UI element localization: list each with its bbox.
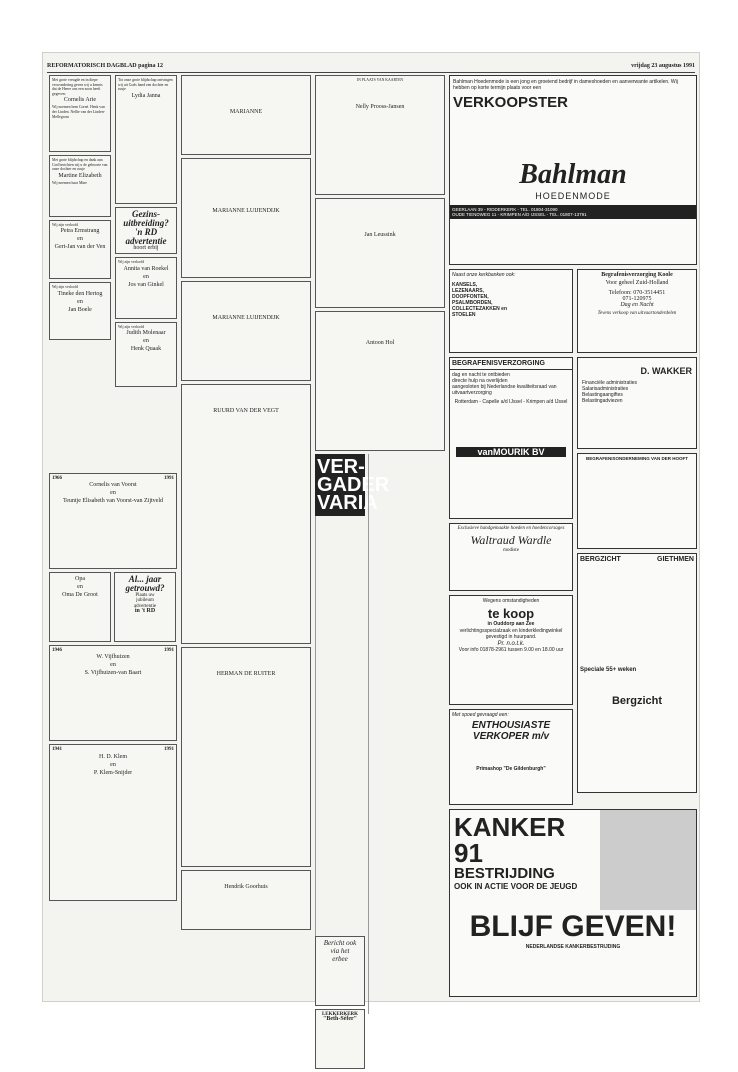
ad-line: Met spoed gevraagd een: bbox=[452, 712, 509, 718]
ad-big: ENTHOUSIASTE bbox=[471, 720, 551, 731]
notice-line: en bbox=[77, 584, 83, 591]
notice-name: Petra Ermstrang bbox=[60, 228, 100, 235]
ad-phone: Voor info 01878-2961 tussen 9.00 en 18.00 uur bbox=[458, 647, 564, 653]
ad-item: Financiële administraties bbox=[582, 380, 638, 386]
ad-line: Pr. n.o.t.k. bbox=[497, 641, 525, 647]
birth-notice bbox=[181, 75, 311, 155]
begraf-ad bbox=[449, 357, 573, 519]
lekkerkerk-ad bbox=[315, 1009, 365, 1069]
ad-line: Plaats uw bbox=[135, 593, 155, 599]
year-right: 1991 bbox=[164, 648, 174, 654]
enthousiaste-ad bbox=[449, 709, 573, 805]
heading-line: GADER bbox=[317, 474, 390, 496]
newspaper-page bbox=[42, 52, 700, 1023]
ad-items: KANSELS, LEZENAARS, DOOPFONTEN, PSALMBORDEN, COLLECTEZAKKEN en STOELEN bbox=[452, 282, 507, 318]
ad-item: Salarisadministraties bbox=[582, 386, 629, 392]
notice-name: Gert-Jan van der Ven bbox=[54, 244, 106, 251]
ad-line: via het bbox=[330, 947, 350, 955]
notice-line: Oma De Groot bbox=[62, 592, 98, 599]
ad-sub: Voor geheel Zuid-Holland bbox=[605, 280, 669, 286]
engagement-notice bbox=[115, 322, 177, 388]
notice-name: Teuntje Elisabeth van Voorst-van Zijtveld bbox=[62, 498, 163, 505]
ad-line: in 't RD bbox=[134, 607, 156, 614]
ad-slogan: BLIJF GEVEN! bbox=[469, 910, 677, 943]
death-notice bbox=[181, 158, 311, 278]
year-right: 1991 bbox=[164, 476, 174, 481]
vergader-heading bbox=[315, 454, 390, 516]
notice-name: MARIANNE LUIJENDIJK bbox=[212, 208, 280, 214]
year-left: 1946 bbox=[52, 648, 62, 654]
ad-headline: KANKER 91 bbox=[454, 812, 566, 868]
kanker-ad bbox=[449, 809, 697, 997]
column-2 bbox=[115, 75, 177, 390]
ad-sub: "Beth-Séfer" bbox=[323, 1016, 357, 1023]
engagement-notice bbox=[49, 282, 111, 340]
birth-notice bbox=[49, 75, 111, 152]
jubileum-ad bbox=[114, 572, 176, 642]
ad-item: Belastingadviezen bbox=[582, 398, 623, 404]
ad-line: uitbreiding? bbox=[123, 217, 169, 228]
ad-title: Naast onze kerkbanken ook: bbox=[452, 272, 516, 278]
birth-notice bbox=[115, 75, 177, 204]
child-photo bbox=[600, 810, 696, 910]
ad-phone: 071-120975 bbox=[622, 296, 652, 302]
header-right: vrijdag 23 augustus 1991 bbox=[631, 63, 695, 69]
ad-brand: GIETHMEN bbox=[657, 556, 694, 563]
ad-slogan: Tevens verkoop van uitvaartonderdelen bbox=[597, 311, 677, 316]
notice-text: Met grote vreugde en in diepe verwondering geven wij u kennis dat de Heere ons een zoon heeft gegeven: bbox=[52, 78, 103, 96]
notice-name: Judith Molenaar bbox=[126, 330, 166, 337]
notice-en: en bbox=[110, 490, 116, 497]
notice-text: Tot onze grote blijdschap ontvingen wij uit Gods hand een dochter en zusje bbox=[118, 78, 173, 92]
ad-line: 'n RD bbox=[134, 226, 158, 237]
column-1 bbox=[49, 75, 111, 343]
brand-name: D. WAKKER bbox=[640, 366, 692, 376]
notice-name: Nelly Prooss-Jansen bbox=[355, 103, 405, 110]
notice-extra: Wij noemen haar Mine bbox=[52, 180, 87, 185]
notice-en: en bbox=[110, 662, 116, 669]
notice-en: en bbox=[143, 273, 149, 280]
notice-name: Tineke den Hertog bbox=[57, 290, 103, 297]
notice-name: MARIANNE LUIJENDIJK bbox=[212, 315, 280, 321]
wardle-ad bbox=[449, 523, 573, 591]
ad-sub: modiste bbox=[503, 548, 519, 553]
ad-title: BEGRAFENISVERZORGING bbox=[450, 358, 572, 370]
notice-en: en bbox=[77, 236, 83, 243]
notice-name: Henk Quaak bbox=[130, 346, 162, 353]
anniversary-column bbox=[49, 473, 177, 904]
gezins-ad bbox=[115, 207, 177, 254]
meeting-listings bbox=[368, 454, 445, 1014]
ad-title: BEGRAFENISONDERNEMING VAN DER HOOFT bbox=[586, 456, 688, 461]
brand-logo: Bergzicht bbox=[611, 695, 663, 707]
notice-text: Met grote blijdschap en dank aan God berichten wij u de geboorte van onze dochter en zusje bbox=[52, 158, 108, 172]
ad-line: advertentie bbox=[133, 603, 157, 609]
bericht-ad bbox=[315, 936, 365, 1006]
death-notice bbox=[315, 75, 445, 195]
notice-name: P. Klem-Snijder bbox=[93, 769, 133, 776]
ad-item: aangesloten bij Nederlandse kwaliteitsraad van uitvaartverzorging bbox=[452, 384, 557, 396]
anniversary-notice bbox=[49, 645, 177, 741]
ad-line: Gezins- bbox=[131, 208, 160, 219]
ad-tag: Dag en Nacht bbox=[620, 302, 654, 308]
ad-line: advertentie bbox=[125, 235, 167, 246]
ad-line: verlichtingsspecialzaak en kinderkledingwinkel gevestigd in huurpand. bbox=[459, 628, 563, 640]
kiekens-ad bbox=[449, 269, 573, 353]
brand-sub: HOEDENMODE bbox=[535, 191, 611, 201]
ad-item: directe hulp na overlijden bbox=[452, 378, 508, 384]
notice-intro: Wij zijn verloofd bbox=[52, 222, 78, 227]
notice-name: S. Vijfhuizen-van Baart bbox=[84, 670, 142, 677]
column-4 bbox=[315, 75, 445, 1072]
death-notice bbox=[181, 384, 311, 644]
ad-title: LEKKERKERK bbox=[321, 1012, 359, 1017]
koole-ad bbox=[577, 269, 697, 353]
notice-name: Jan Leussink bbox=[364, 232, 396, 238]
year-left: 1941 bbox=[52, 747, 62, 753]
ad-item: dag en nacht te ontbieden bbox=[452, 372, 510, 378]
notice-name: Martine Elizabeth bbox=[58, 172, 102, 179]
death-notice bbox=[181, 281, 311, 381]
ad-line: Bericht ook bbox=[323, 939, 357, 947]
notice-intro: Wij zijn verloofd bbox=[52, 285, 78, 290]
notice-en: en bbox=[143, 338, 149, 345]
notice-name: H. D. Klem bbox=[99, 753, 127, 760]
ad-subline: OOK IN ACTIE VOOR DE JEUGD bbox=[454, 882, 578, 891]
ad-line: hoort erbij bbox=[133, 244, 159, 251]
year-left: 1966 bbox=[52, 476, 62, 481]
notice-en: en bbox=[77, 298, 83, 305]
bahlman-ad bbox=[449, 75, 697, 265]
hooft-ad bbox=[577, 453, 697, 549]
ad-footer: NEDERLANDSE KANKERBESTRIJDING bbox=[525, 944, 621, 950]
ad-line: Exclusieve handgemaakte hoeden en hoedencorsages bbox=[457, 526, 565, 531]
opa-notice bbox=[49, 572, 111, 642]
notice-name: Lydia Janna bbox=[131, 92, 161, 99]
engagement-notice bbox=[49, 220, 111, 280]
death-notice bbox=[315, 311, 445, 451]
ad-line: Al... jaar bbox=[128, 574, 162, 585]
ad-item: Belastingaangiftes bbox=[582, 392, 623, 398]
notice-name: Jan Boele bbox=[68, 306, 92, 313]
ad-line: jubileum bbox=[136, 598, 154, 604]
ad-big: te koop bbox=[487, 606, 535, 621]
anniversary-notice bbox=[49, 473, 177, 569]
notice-line: Opa bbox=[75, 576, 85, 583]
brand-name: vanMOURIK BV bbox=[456, 447, 566, 457]
ad-line: getrouwd? bbox=[125, 583, 165, 594]
ad-phone: Telefoon: 070-3514451 bbox=[608, 290, 666, 296]
ad-intro: Bahlman Hoedenmode is een jong en groeiend bedrijf in dameshoeden en aanverwante artikelen. Wij hebben op korte termijn plaats voor een bbox=[453, 79, 678, 91]
notice-name: Antoon Hol bbox=[365, 340, 395, 346]
notice-name: Annita van Roekel bbox=[123, 265, 169, 272]
ad-shop: Primashop "De Gildenburgh" bbox=[476, 766, 546, 772]
brand-name: Bahlman bbox=[519, 159, 627, 190]
column-3 bbox=[181, 75, 311, 933]
ad-line: in Ouddorp aan Zee bbox=[487, 621, 535, 627]
notice-en: en bbox=[110, 761, 116, 768]
notice-intro: IN PLAATS VAN KAARTEN bbox=[356, 78, 404, 82]
notice-name: W. Vijfhuizen bbox=[96, 654, 130, 661]
notice-intro: Wij zijn verloofd bbox=[118, 259, 144, 264]
notice-name: Jos van Ginkel bbox=[128, 281, 164, 288]
address-line: OUDE TIENDWEG 11 - KRIMPEN A/D IJSSEL - TEL. 01807-13791 bbox=[452, 212, 587, 217]
ad-headline: VERKOOPSTER bbox=[453, 94, 569, 111]
heading-line: VARIA bbox=[317, 492, 378, 514]
engagement-notice bbox=[115, 257, 177, 319]
tekoop-ad bbox=[449, 595, 573, 705]
ad-towns: Rotterdam - Capelle a/d IJssel - Krimpen a/d IJssel bbox=[454, 399, 568, 405]
page-header bbox=[47, 63, 695, 73]
wakker-ad bbox=[577, 357, 697, 449]
ad-line: erbee bbox=[332, 955, 348, 963]
notice-name: Hendrik Goorhuis bbox=[224, 884, 268, 890]
notice-name: Cornelis van Voorst bbox=[89, 482, 137, 489]
birth-notice bbox=[49, 155, 111, 216]
ad-title: Begrafenisverzorging Koole bbox=[601, 272, 673, 278]
ad-headline: BESTRIJDING bbox=[454, 865, 555, 882]
notice-intro: Wij zijn verloofd bbox=[118, 324, 144, 329]
bergzicht-ad bbox=[577, 553, 697, 793]
notice-name: MARIANNE bbox=[229, 109, 263, 115]
notice-name: RUURD VAN DER VEGT bbox=[213, 408, 279, 414]
header-left: REFORMATORISCH DAGBLAD pagina 12 bbox=[47, 63, 163, 69]
death-notice bbox=[181, 870, 311, 930]
notice-extra: Wij noemen hem Cornè. Henk van der Linden. Nellie van der Linden-Mellegrom bbox=[52, 105, 105, 119]
brand-name: Waltraud Wardle bbox=[470, 533, 552, 547]
ad-special: Speciale 55+ weken bbox=[580, 667, 637, 673]
heading-line: VER- bbox=[317, 456, 365, 478]
ad-line: Wegens omstandigheden bbox=[482, 598, 540, 604]
notice-name: HERMAN DE RUITER bbox=[216, 671, 276, 677]
notice-name: Cornelis Arie bbox=[63, 97, 97, 104]
vergader-block bbox=[315, 454, 390, 1072]
year-right: 1991 bbox=[164, 747, 174, 753]
death-notice bbox=[315, 198, 445, 308]
ad-title: BERGZICHT bbox=[580, 556, 621, 563]
anniversary-notice bbox=[49, 744, 177, 900]
ad-big: VERKOPER m/v bbox=[472, 731, 550, 742]
death-notice bbox=[181, 647, 311, 867]
address-line: GEERLAAN 39 - RIDDERKERK - TEL. 01804-31090 bbox=[452, 207, 558, 212]
